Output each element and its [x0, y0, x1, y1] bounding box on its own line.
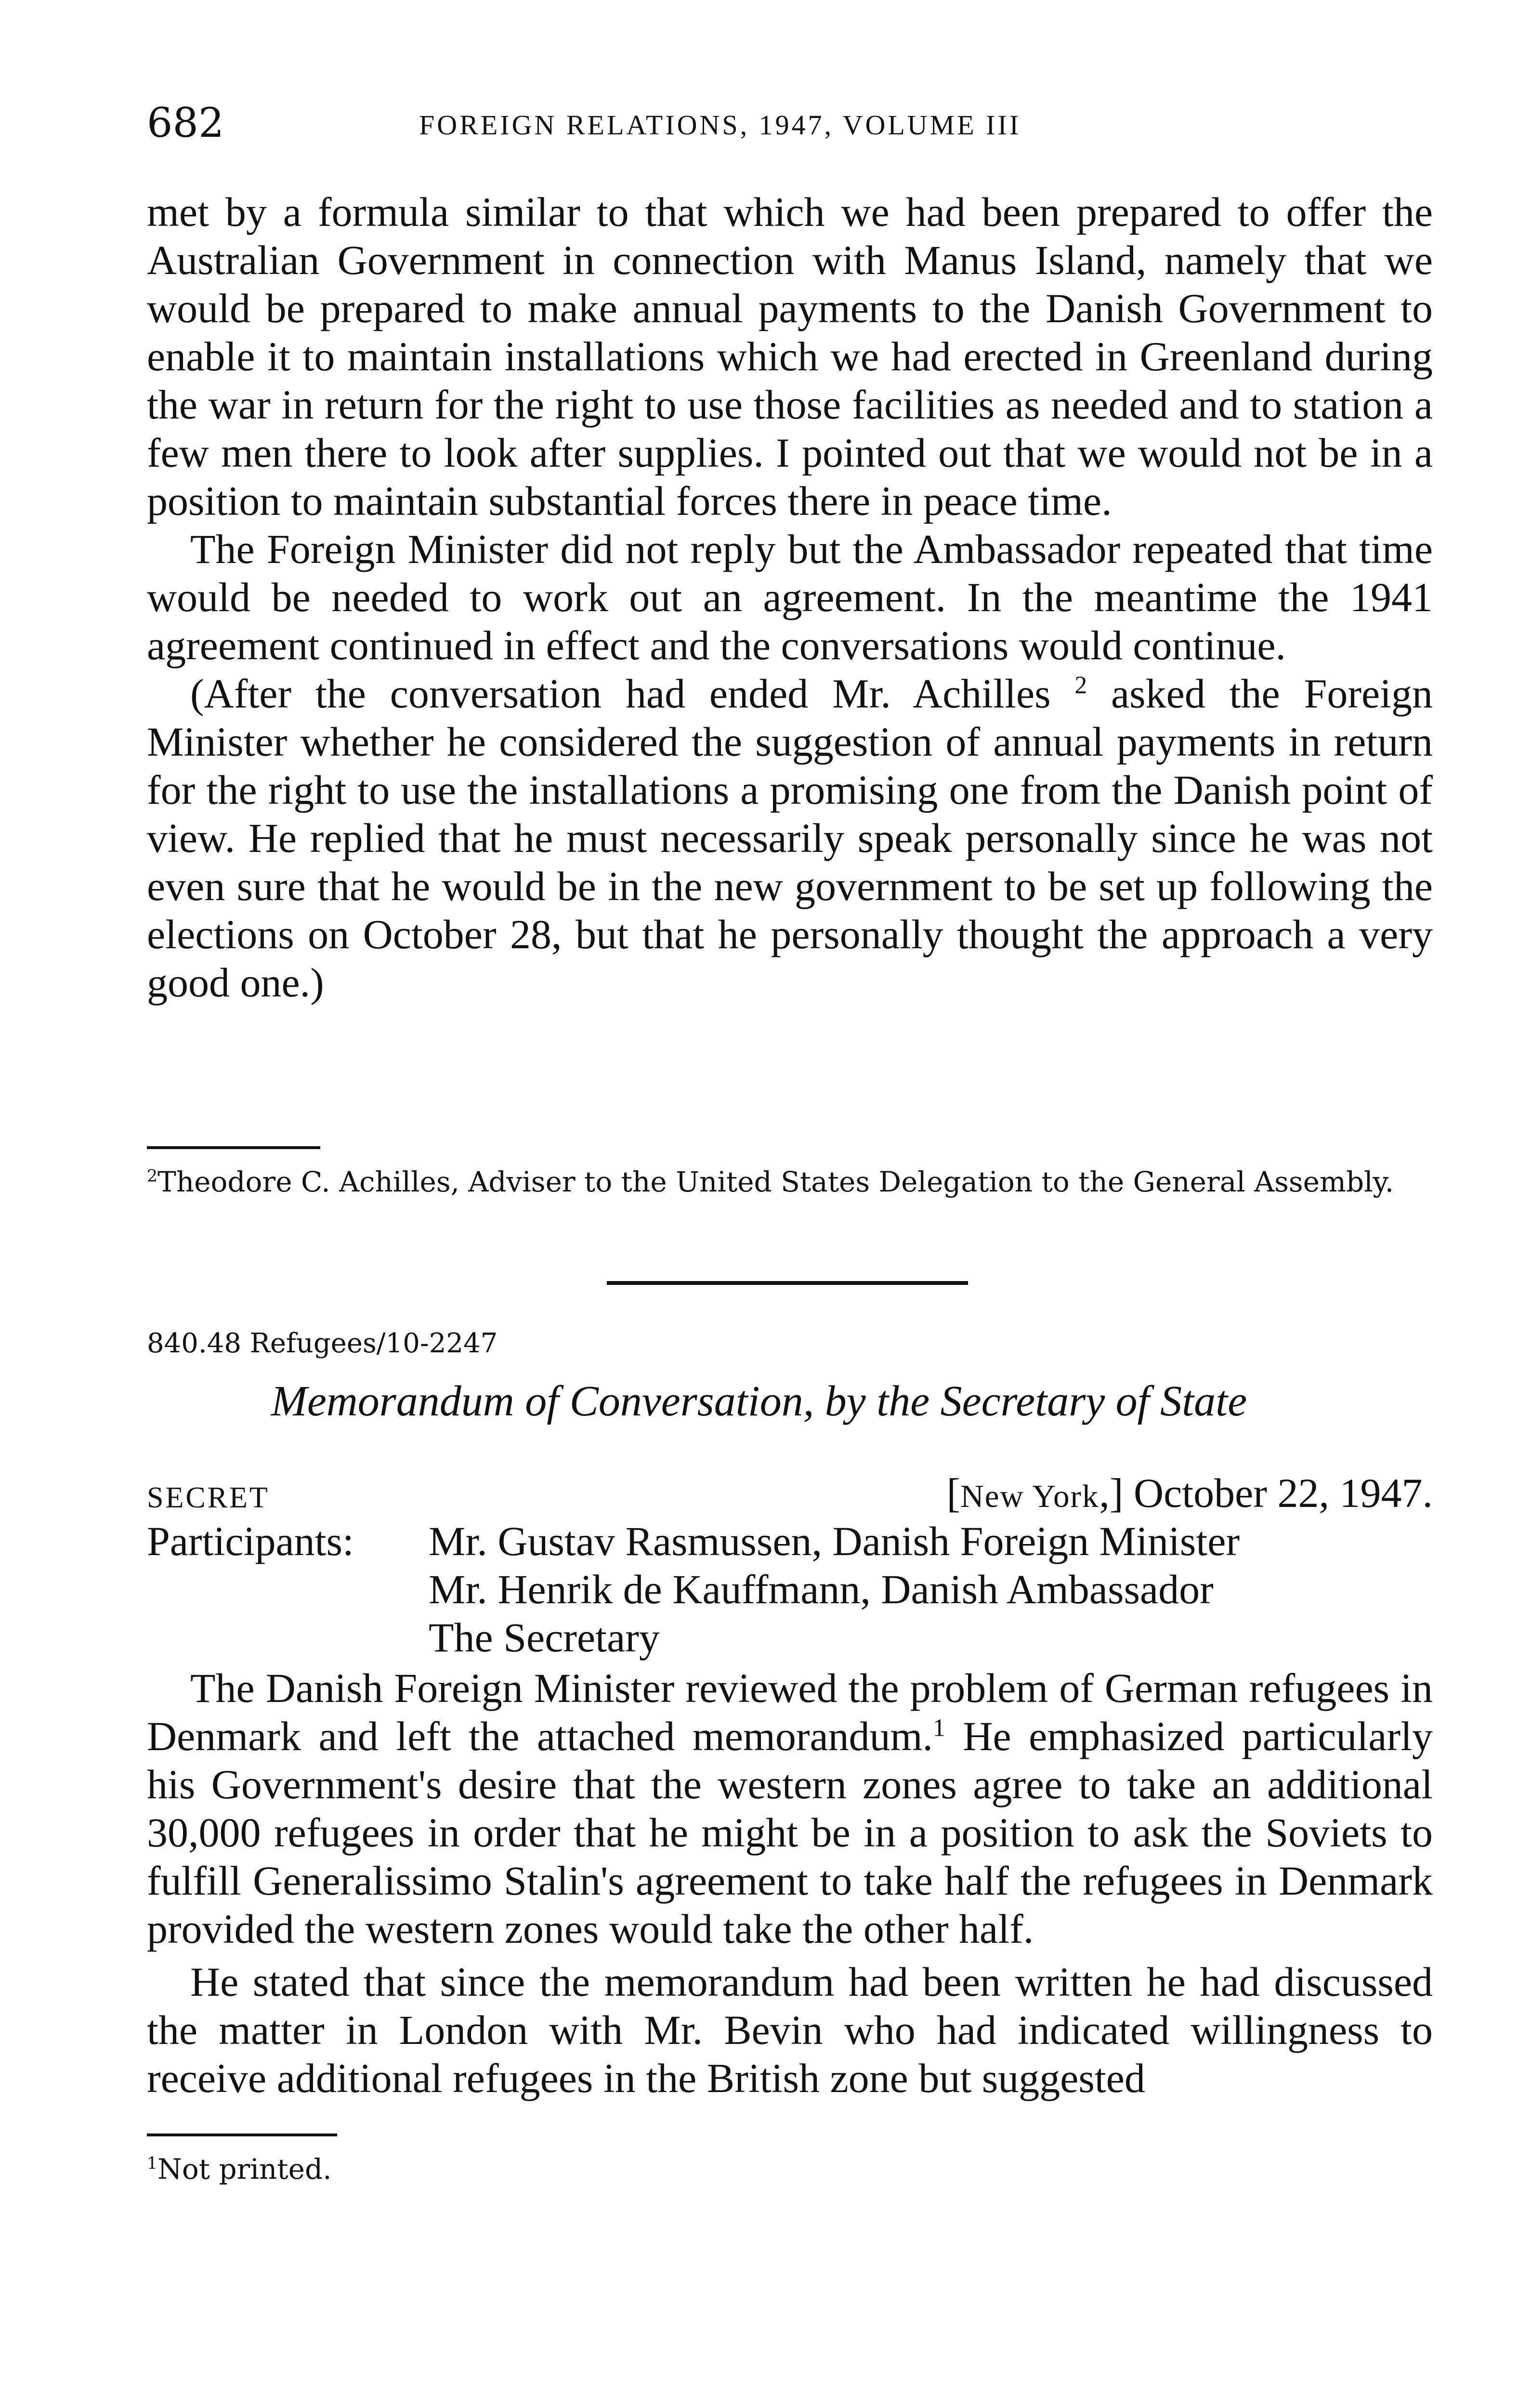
document-title: Memorandum of Conversation, by the Secretary of State [271, 1377, 1247, 1425]
footnote-rule [147, 2133, 337, 2136]
participant: Mr. Henrik de Kauffmann, Danish Ambassador [429, 1566, 1214, 1612]
footnote-marker: 2 [147, 1166, 158, 1186]
paragraph-text: The Danish Foreign Minister reviewed the problem of German refugees in Denmark and left the attached memorandum. [147, 1665, 1433, 1759]
footnote-text: Not printed. [157, 2153, 332, 2186]
body-text-bottom [147, 1664, 1433, 2102]
paragraph-text: (After the conversation had ended Mr. Achilles [190, 670, 1051, 717]
participant: The Secretary [429, 1614, 660, 1661]
paragraph-text: He emphasized particularly his Government's desire that the western zones agree to take an additional 30,000 refugees in order that he might be in a position to ask the Soviets to fulfill Generalissimo Stalin's agreement to take half the refugees in Denmark provided the western zones would take the other half. [147, 1713, 1433, 1952]
paragraph: met by a formula similar to that which we had been prepared to offer the Australian Government in connection with Manus Island, namely that we would be prepared to make annual payments to the Danish Government to enable it to maintain installations which we had erected in Greenland during the war in return for the right to use those facilities as needed and to station a few men there to look after supplies. I pointed out that we would not be in a position to maintain substantial forces there in peace time. [147, 189, 1433, 524]
body-text-top [147, 188, 1433, 1007]
participant: Mr. Gustav Rasmussen, Danish Foreign Minister [429, 1518, 1240, 1564]
paragraph: He stated that since the memorandum had been written he had discussed the matter in London with Mr. Bevin who had indicated willingness to receive additional refugees in the British zone but suggested [147, 1959, 1433, 2101]
running-head [147, 99, 1433, 147]
classification: SECRET [147, 1481, 270, 1514]
paragraph: The Foreign Minister did not reply but the Ambassador repeated that time would be needed to work out an agreement. In the meantime the 1941 agreement continued in effect and the conversations would continue. [147, 526, 1433, 668]
dateline-date: October 22, 1947. [1134, 1470, 1433, 1516]
dateline-bracket: ,] [1099, 1470, 1124, 1516]
footnote-ref: 1 [933, 1714, 945, 1742]
paragraph [147, 669, 1433, 1007]
participants-list [429, 1517, 1240, 1662]
dateline-place: New York [960, 1478, 1099, 1514]
file-number: 840.48 Refugees/10-2247 [147, 1328, 498, 1359]
footnote [147, 1165, 1433, 1198]
participants-label: Participants: [147, 1518, 354, 1564]
running-title: FOREIGN RELATIONS, 1947, VOLUME III [419, 109, 1021, 141]
footnote-rule [147, 1146, 320, 1149]
footnote-ref: 2 [1074, 671, 1087, 699]
footnote-marker: 1 [147, 2154, 158, 2173]
page-number: 682 [147, 99, 224, 146]
dateline [947, 1469, 1433, 1520]
section-separator [607, 1281, 968, 1285]
paragraph [147, 1664, 1433, 1953]
footnote [147, 2153, 1433, 2186]
footnote-text: Theodore C. Achilles, Adviser to the United States Delegation to the General Assembly. [157, 1165, 1394, 1198]
paragraph-text: asked the Foreign Minister whether he considered the suggestion of annual payments in return for the right to use the installations a promising one from the Danish point of view. He replied that he must necessarily speak personally since he was not even sure that he would be in the new government to be set up following the elections on October 28, but that he personally thought the approach a very good one.) [147, 670, 1433, 1006]
dateline-bracket: [ [946, 1470, 961, 1516]
